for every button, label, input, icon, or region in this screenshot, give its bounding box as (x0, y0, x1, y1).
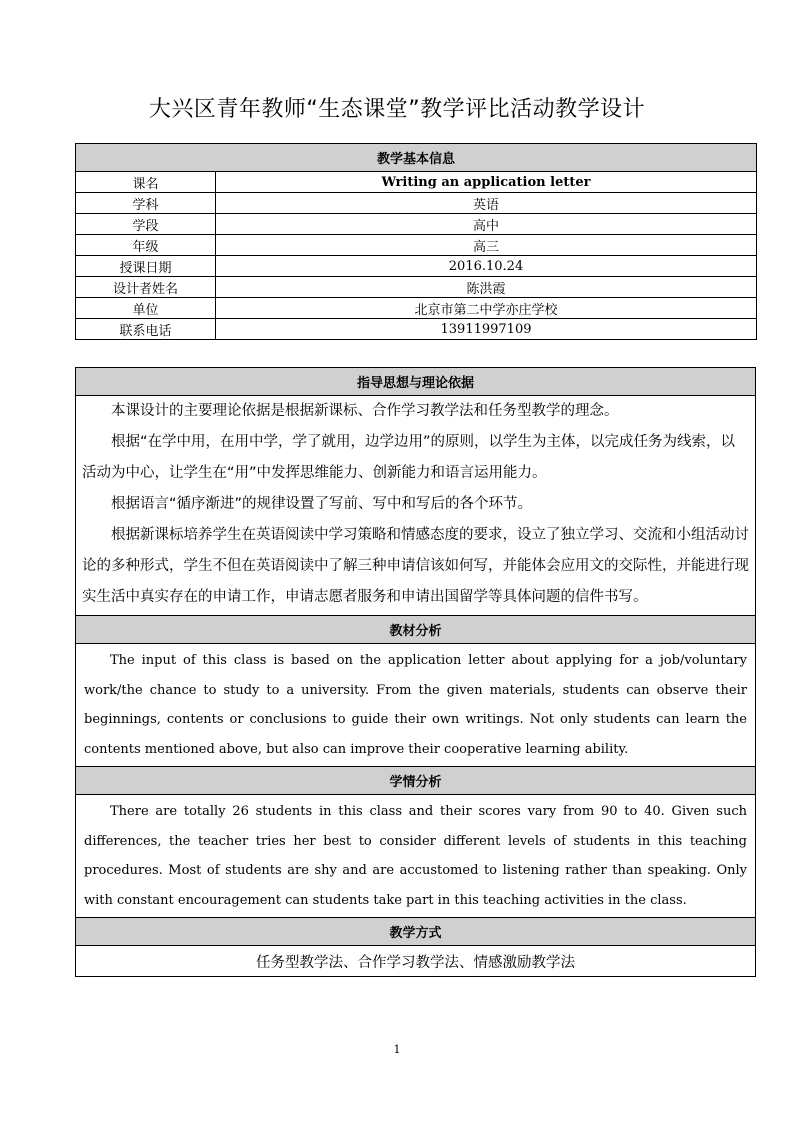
table-row (76, 172, 757, 193)
row-value: 高中 (216, 214, 757, 235)
theory-paragraph: 根据新课标培养学生在英语阅读中学习策略和情感态度的要求，设立了独立学习、交流和小组活动讨论的多种形式，学生不但在英语阅读中了解三种申请信该如何写，并能体会应用文的交际性，并能进行现实生活中真实存在的申请工作，申请志愿者服务和申请出国留学等具体问题的信件书写。 (82, 527, 749, 605)
row-value: Writing an application letter (216, 172, 757, 193)
design-table (75, 367, 756, 977)
materials-body (76, 644, 756, 767)
page-number: 1 (393, 1043, 401, 1056)
materials-text: The input of this class is based on the application letter about applying for a job/voluntary work/the chance to study to a university. From the given materials, students can observe their beginnings, contents or conclusions to guide their own writings. Not only students can learn the contents mentioned above, but also can improve their cooperative learning ability. (84, 653, 747, 757)
materials-header: 教材分析 (76, 616, 756, 644)
row-label: 授课日期 (76, 256, 216, 277)
row-value: 陈洪霞 (216, 277, 757, 298)
row-value: 北京市第二中学亦庄学校 (216, 298, 757, 319)
theory-header: 指导思想与理论依据 (76, 368, 756, 396)
row-value: 高三 (216, 235, 757, 256)
row-label: 设计者姓名 (76, 277, 216, 298)
basic-info-table (75, 143, 757, 340)
students-text: There are totally 26 students in this class and their scores vary from 90 to 40. Given such differences, the teacher tries her best to consider different levels of students in this teaching procedures. Most of students are shy and are accustomed to listening rather than speaking. Only with constant encouragement can students take part in this teaching activities in the class. (84, 804, 747, 908)
theory-paragraph: 根据语言“循序渐进”的规律设置了写前、写中和写后的各个环节。 (111, 496, 533, 512)
row-value: 英语 (216, 193, 757, 214)
row-value: 2016.10.24 (216, 256, 757, 277)
row-value: 13911997109 (216, 319, 757, 340)
table-row (76, 319, 757, 340)
row-label: 联系电话 (76, 319, 216, 340)
students-body (76, 795, 756, 918)
page-title: 大兴区青年教师“生态课堂”教学评比活动教学设计 (148, 97, 646, 122)
row-label: 年级 (76, 235, 216, 256)
table-row (76, 193, 757, 214)
basic-info-header: 教学基本信息 (76, 144, 757, 172)
theory-paragraph: 本课设计的主要理论依据是根据新课标、合作学习教学法和任务型教学的理念。 (111, 403, 619, 419)
table-row (76, 277, 757, 298)
table-row (76, 214, 757, 235)
table-row (76, 256, 757, 277)
method-text: 任务型教学法、合作学习教学法、情感激励教学法 (76, 946, 756, 977)
theory-paragraph: 根据“在学中用，在用中学，学了就用，边学边用”的原则，以学生为主体，以完成任务为线索，以活动为中心，让学生在“用”中发挥思维能力、创新能力和语言运用能力。 (82, 434, 736, 481)
row-label: 学段 (76, 214, 216, 235)
table-row (76, 298, 757, 319)
row-label: 课名 (76, 172, 216, 193)
students-header: 学情分析 (76, 767, 756, 795)
table-row (76, 235, 757, 256)
row-label: 学科 (76, 193, 216, 214)
theory-body (76, 396, 756, 616)
row-label: 单位 (76, 298, 216, 319)
method-header: 教学方式 (76, 918, 756, 946)
